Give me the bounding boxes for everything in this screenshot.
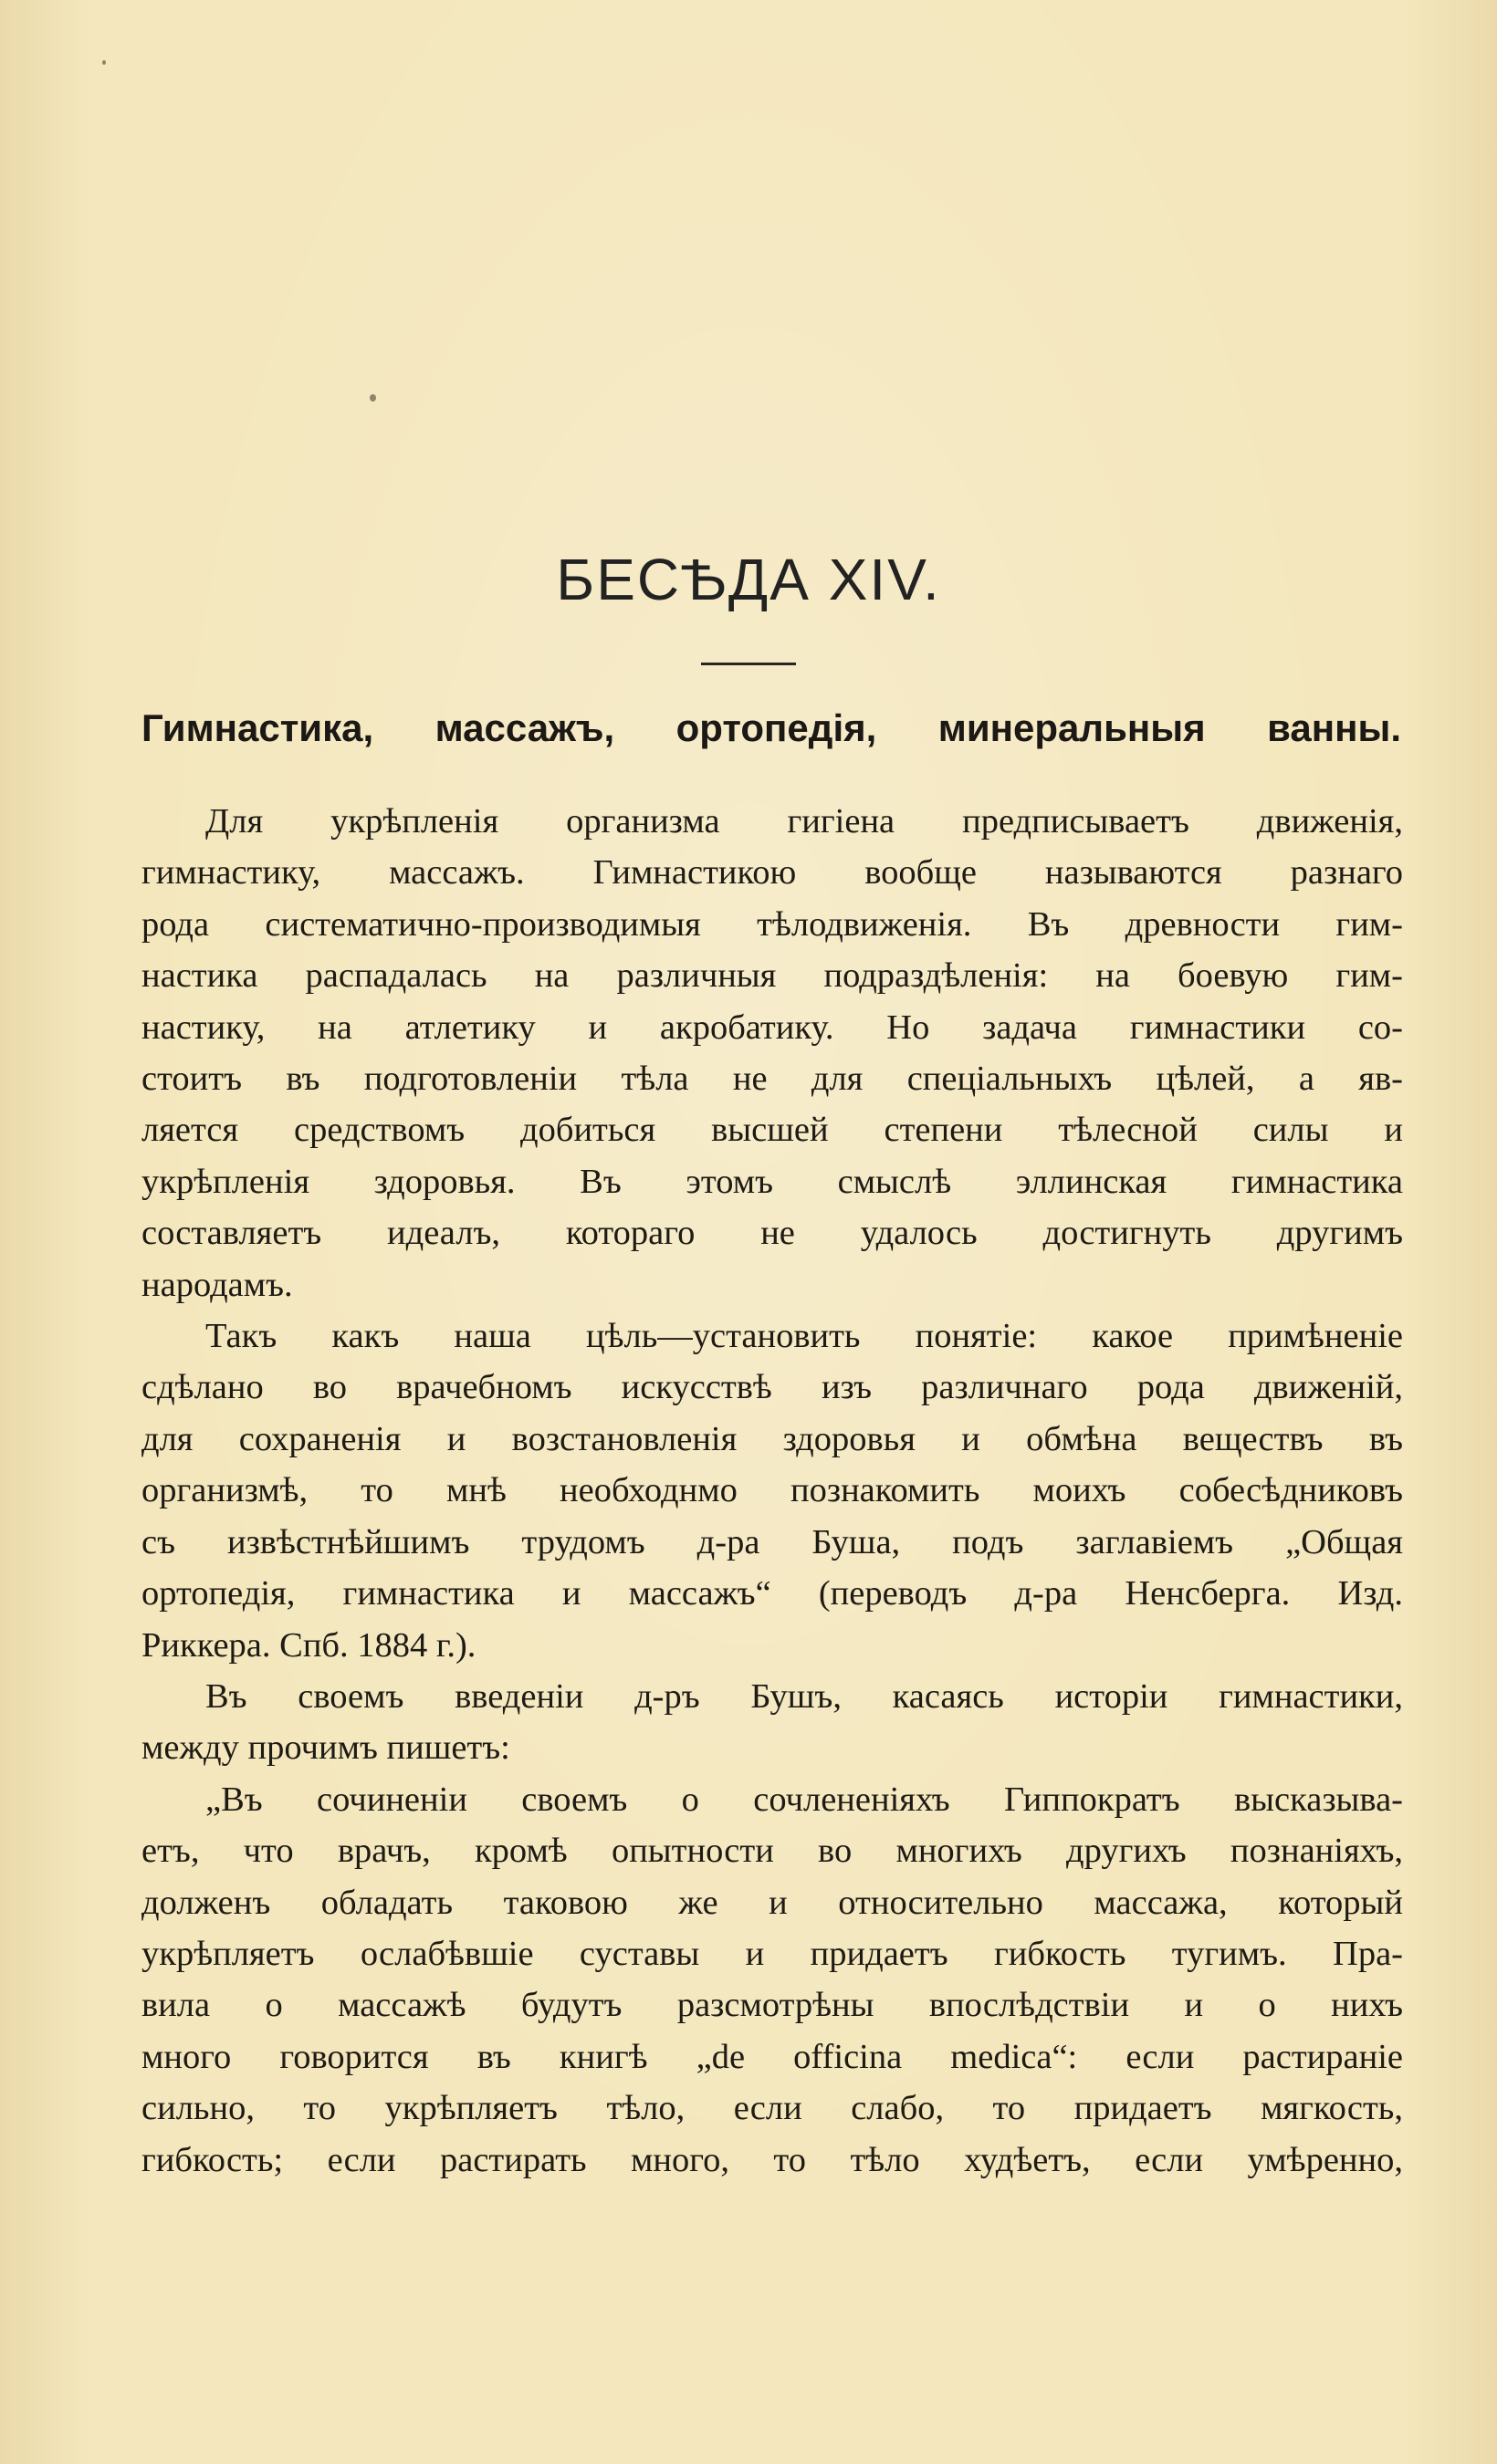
chapter-title: БЕСѢДА XIV.: [556, 547, 941, 612]
text-line: етъ, что врачъ, кромѣ опытности во многихъ другихъ познаніяхъ,: [141, 1832, 1403, 1871]
text-line: съ извѣстнѣйшимъ трудомъ д-ра Буша, подъ заглавіемъ „Общая: [141, 1522, 1403, 1561]
ink-speck: [102, 60, 106, 65]
text-line: укрѣпленія здоровья. Въ этомъ смыслѣ эллинская гимнастика: [141, 1162, 1403, 1201]
text-line: долженъ обладать таковою же и относительно массажа, который: [141, 1883, 1403, 1922]
text-line: много говорится въ книгѣ „de officina medica“: если растираніе: [141, 2037, 1403, 2076]
text-line: сильно, то укрѣпляетъ тѣло, если слабо, то придаетъ мягкость,: [141, 2089, 1403, 2128]
body-text: [141, 796, 1403, 2186]
text-line: стоитъ въ подготовленіи тѣла не для спеціальныхъ цѣлей, а яв-: [141, 1060, 1403, 1099]
text-line: настика распадалась на различныя подраздѣленія: на боевую гим-: [141, 956, 1403, 996]
text-line: ляется средствомъ добиться высшей степени тѣлесной силы и: [141, 1111, 1403, 1150]
title-divider: [701, 663, 796, 665]
text-line: вила о массажѣ будутъ разсмотрѣны впослѣдствіи и о нихъ: [141, 1986, 1403, 2025]
text-line: Для укрѣпленія организма гигіена предписываетъ движенія,: [205, 802, 1403, 840]
text-line: народамъ.: [141, 1265, 293, 1304]
text-line: гибкость; если растирать много, то тѣло худѣетъ, если умѣренно,: [141, 2140, 1403, 2179]
text-line: „Въ сочиненіи своемъ о сочлененіяхъ Гиппократъ высказыва-: [205, 1780, 1403, 1819]
text-line: Такъ какъ наша цѣль—установить понятіе: какое примѣненіе: [205, 1317, 1403, 1356]
text-line: рода систематично-производимыя тѣлодвиженія. Въ древности гим-: [141, 904, 1403, 944]
text-line: между прочимъ пишетъ:: [141, 1728, 510, 1768]
text-line: организмѣ, то мнѣ необходнмо познакомить моихъ собесѣдниковъ: [141, 1471, 1403, 1510]
text-line: гимнастику, массажъ. Гимнастикою вообще называются разнаго: [141, 853, 1403, 893]
ink-speck: [370, 394, 376, 402]
text-line: Въ своемъ введеніи д-ръ Бушъ, касаясь исторіи гимнастики,: [205, 1676, 1403, 1716]
chapter-subtitle: Гимнастика, массажъ, ортопедія, минеральныя ванны.: [141, 706, 1401, 749]
text-line: сдѣлано во врачебномъ искусствѣ изъ различнаго рода движеній,: [141, 1368, 1403, 1407]
text-line: ортопедія, гимнастика и массажъ“ (переводъ д-ра Ненсберга. Изд.: [141, 1574, 1403, 1613]
text-line: настику, на атлетику и акробатику. Но задача гимнастики со-: [141, 1008, 1403, 1047]
text-line: укрѣпляетъ ослабѣвшіе суставы и придаетъ гибкость тугимъ. Пра-: [141, 1934, 1403, 1973]
text-line: Риккера. Спб. 1884 г.).: [141, 1625, 476, 1665]
show-through-text: [160, 137, 1406, 397]
text-line: для сохраненія и возстановленія здоровья и обмѣна веществъ въ: [141, 1419, 1403, 1458]
text-line: составляетъ идеалъ, котораго не удалось достигнуть другимъ: [141, 1214, 1403, 1253]
